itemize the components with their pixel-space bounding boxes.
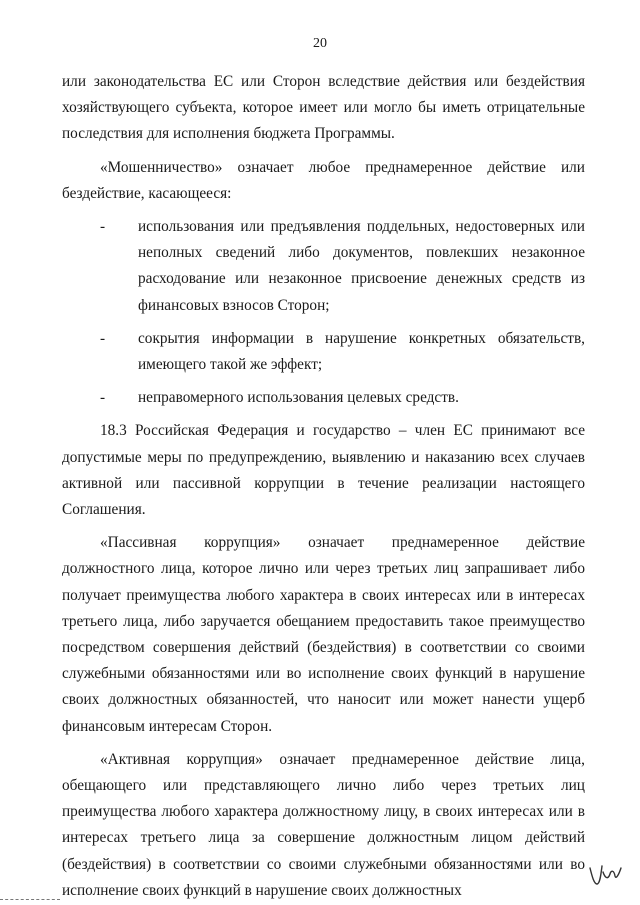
bullet-dash: - bbox=[100, 389, 106, 407]
list-item bbox=[62, 214, 585, 319]
list-item-text: сокрытия информации в нарушение конкретных обязательств, имеющего такой же эффект; bbox=[138, 329, 585, 374]
footer-rule bbox=[0, 899, 60, 900]
list-item bbox=[62, 385, 585, 411]
list-item-text: неправомерного использования целевых средств. bbox=[138, 389, 459, 407]
paragraph-continuation: или законодательства ЕС или Сторон вследствие действия или бездействия хозяйствующего субъекта, которое имеет или могло бы иметь отрицательные последствия для исполнения бюджета Программы. bbox=[62, 73, 585, 143]
bullet-dash: - bbox=[100, 218, 106, 236]
paragraph-active-corruption: «Активная коррупция» означает преднамеренное действие лица, обещающего или представляющего лично либо через третьих лиц преимущества любого характера должностному лицу, в своих интересах или в интересах третьего лица за совершение должностным лицом действий (бездействия) в соответствии со своими служебными обязанностями или во исполнение своих функций в нарушение своих должностных bbox=[62, 750, 585, 899]
list-item-text: использования или предъявления поддельных, недостоверных или неполных сведений либо документов, повлекших незаконное расходование или незаконное присвоение денежных средств из финансовых взносов Сторон; bbox=[138, 218, 585, 314]
handwritten-initials bbox=[587, 862, 623, 888]
paragraph-fraud-definition: «Мошенничество» означает любое преднамеренное действие или бездействие, касающееся: bbox=[62, 158, 585, 202]
list-item bbox=[62, 326, 585, 378]
page-number: 20 bbox=[313, 36, 327, 51]
bullet-dash: - bbox=[100, 329, 106, 347]
document-body bbox=[62, 69, 585, 904]
paragraph-passive-corruption: «Пассивная коррупция» означает преднамеренное действие должностного лица, которое лично или через третьих лиц запрашивает либо получает преимущества любого характера в своих интересах или в интересах третьего лица, либо заручается обещанием предоставить такое преимущество посредством совершения действий (бездействия) в соответствии со своими служебными обязанностями или во исполнение своих функций в нарушение своих должностных обязанностей, что наносит или может нанести ущерб финансовым интересам Сторон. bbox=[62, 534, 585, 735]
paragraph-section-18-3: 18.3 Российская Федерация и государство – член ЕС принимают все допустимые меры по предупреждению, выявлению и наказанию всех случаев активной или пассивной коррупции в течение реализации настоящего Соглашения. bbox=[62, 422, 585, 519]
